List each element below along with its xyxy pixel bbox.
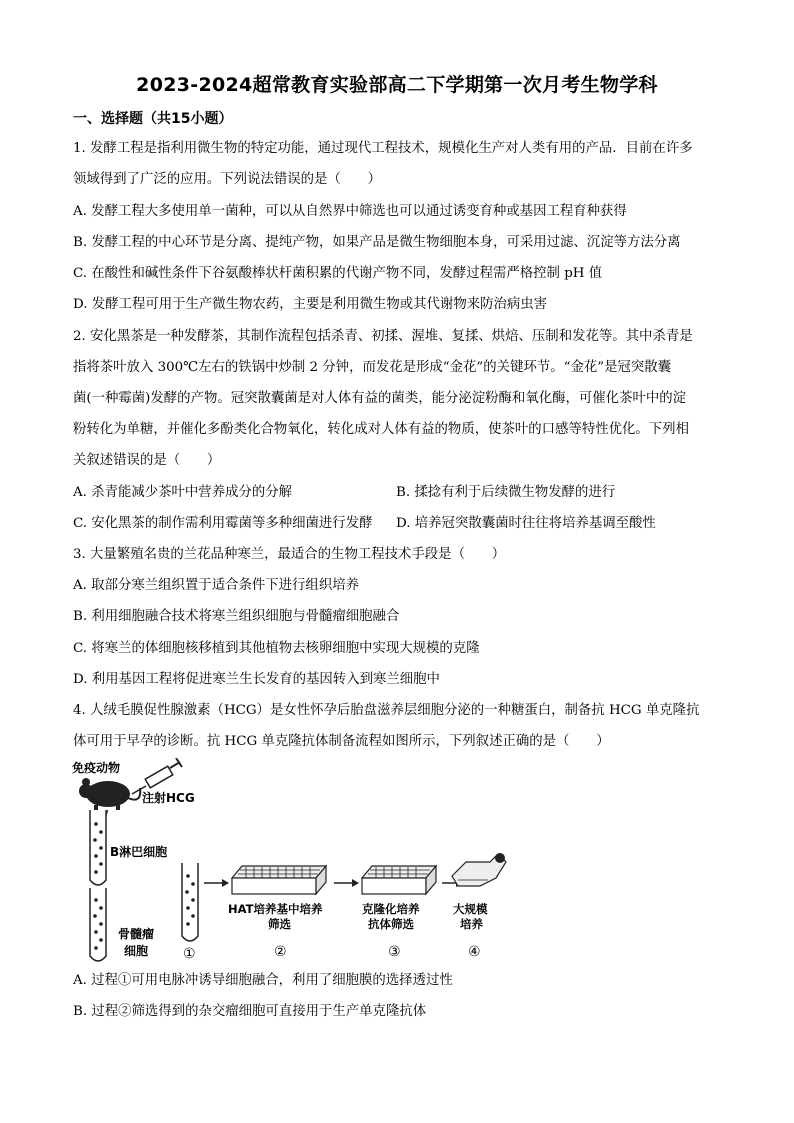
myeloma-tube bbox=[90, 888, 106, 961]
q3-option-b: B. 利用细胞融合技术将寒兰组织细胞与骨髓瘤细胞融合 bbox=[73, 609, 400, 624]
q3-stem-line: 3. 大量繁殖名贵的兰花品种寒兰，最适合的生物工程技术手段是（ ） bbox=[73, 547, 506, 562]
b-cell-tube bbox=[90, 810, 106, 885]
step4-label-line2: 培养 bbox=[460, 917, 483, 931]
page-title: 2023-2024超常教育实验部高二下学期第一次月考生物学科 bbox=[136, 74, 658, 96]
q2-stem-line: 粉转化为单糖，并催化多酚类化合物氧化，转化成对人体有益的物质，使茶叶的口感等特性优化。下列相 bbox=[73, 422, 689, 437]
q2-stem-line: 菌(一种霉菌)发酵的产物。冠突散囊菌是对人体有益的菌类，能分泌淀粉酶和氧化酶，可催化茶叶中的淀 bbox=[73, 391, 687, 406]
q1-option-a: A. 发酵工程大多使用单一菌种，可以从自然界中筛选也可以通过诱变育种或基因工程育种获得 bbox=[73, 204, 627, 219]
q4-stem-line: 体可用于早孕的诊断。抗 HCG 单克隆抗体制备流程如图所示，下列叙述正确的是（ ） bbox=[73, 734, 610, 749]
culture-flask-icon bbox=[452, 853, 506, 886]
q1-stem-line: 1. 发酵工程是指利用微生物的特定功能，通过现代工程技术，规模化生产对人类有用的产品．目前在许多 bbox=[73, 141, 693, 156]
q3-option-c: C. 将寒兰的体细胞核移植到其他植物去核卵细胞中实现大规模的克隆 bbox=[73, 641, 480, 656]
q3-option-a: A. 取部分寒兰组织置于适合条件下进行组织培养 bbox=[73, 578, 359, 593]
step3-label-line1: 克隆化培养 bbox=[362, 902, 420, 916]
myeloma-label-line1: 骨髓瘤 bbox=[118, 927, 155, 941]
b-cell-label: B淋巴细胞 bbox=[110, 845, 168, 859]
q2-option-c: C. 安化黑茶的制作需利用霉菌等多种细菌进行发酵 bbox=[73, 516, 373, 531]
fusion-tube bbox=[182, 863, 198, 941]
inject-label: 注射HCG bbox=[142, 791, 195, 805]
q1-stem-line: 领域得到了广泛的应用。下列说法错误的是（ ） bbox=[73, 172, 381, 187]
q2-stem-line: 指将茶叶放入 300℃左右的铁锅中炒制 2 分钟，而发花是形成“金花”的关键环节。“金花”是冠突散囊 bbox=[73, 360, 672, 375]
clonal-culture-plate bbox=[362, 866, 436, 894]
q2-option-b: B. 揉捻有利于后续微生物发酵的进行 bbox=[396, 485, 616, 500]
q4-option-a: A. 过程①可用电脉冲诱导细胞融合，利用了细胞膜的选择透过性 bbox=[73, 973, 453, 988]
arrow-2-head bbox=[352, 879, 359, 887]
q2-stem-line: 关叙述错误的是（ ） bbox=[73, 453, 221, 468]
step3-marker: ③ bbox=[388, 944, 401, 960]
q1-option-b: B. 发酵工程的中心环节是分离、提纯产物，如果产品是微生物细胞本身，可采用过滤、沉淀等方法分离 bbox=[73, 235, 681, 250]
hcg-antibody-flow-diagram bbox=[70, 758, 520, 968]
q4-option-b: B. 过程②筛选得到的杂交瘤细胞可直接用于生产单克隆抗体 bbox=[73, 1004, 427, 1019]
q2-stem-line: 2. 安化黑茶是一种发酵茶，其制作流程包括杀青、初揉、渥堆、复揉、烘焙、压制和发花等。其中杀青是 bbox=[73, 329, 693, 344]
q3-option-d: D. 利用基因工程将促进寒兰生长发育的基因转入到寒兰细胞中 bbox=[73, 672, 440, 687]
step4-label-line1: 大规模 bbox=[453, 902, 488, 916]
myeloma-label-line2: 细胞 bbox=[124, 944, 149, 958]
step2-label-line1: HAT培养基中培养 bbox=[228, 902, 323, 916]
arrow-1-head bbox=[222, 879, 229, 887]
q2-option-d: D. 培养冠突散囊菌时往往将培养基调至酸性 bbox=[396, 516, 656, 531]
step3-label-line2: 抗体筛选 bbox=[368, 917, 414, 931]
mouse-icon bbox=[79, 778, 140, 810]
q1-option-c: C. 在酸性和碱性条件下谷氨酸棒状杆菌积累的代谢产物不同，发酵过程需严格控制 pH 值 bbox=[73, 266, 603, 281]
step4-marker: ④ bbox=[468, 944, 481, 960]
animal-label: 免疫动物 bbox=[72, 761, 121, 775]
q4-stem-line: 4. 人绒毛膜促性腺激素（HCG）是女性怀孕后胎盘滋养层细胞分泌的一种糖蛋白，制备抗 HCG 单克隆抗 bbox=[73, 703, 700, 718]
step2-marker: ② bbox=[274, 944, 287, 960]
hat-culture-plate bbox=[232, 866, 326, 894]
q1-option-d: D. 发酵工程可用于生产微生物农药，主要是利用微生物或其代谢物来防治病虫害 bbox=[73, 297, 548, 312]
section-heading: 一、选择题（共15小题） bbox=[73, 111, 233, 127]
step1-marker: ① bbox=[183, 946, 196, 962]
q2-option-a: A. 杀青能减少茶叶中营养成分的分解 bbox=[73, 485, 293, 500]
step2-label-line2: 筛选 bbox=[268, 917, 291, 931]
